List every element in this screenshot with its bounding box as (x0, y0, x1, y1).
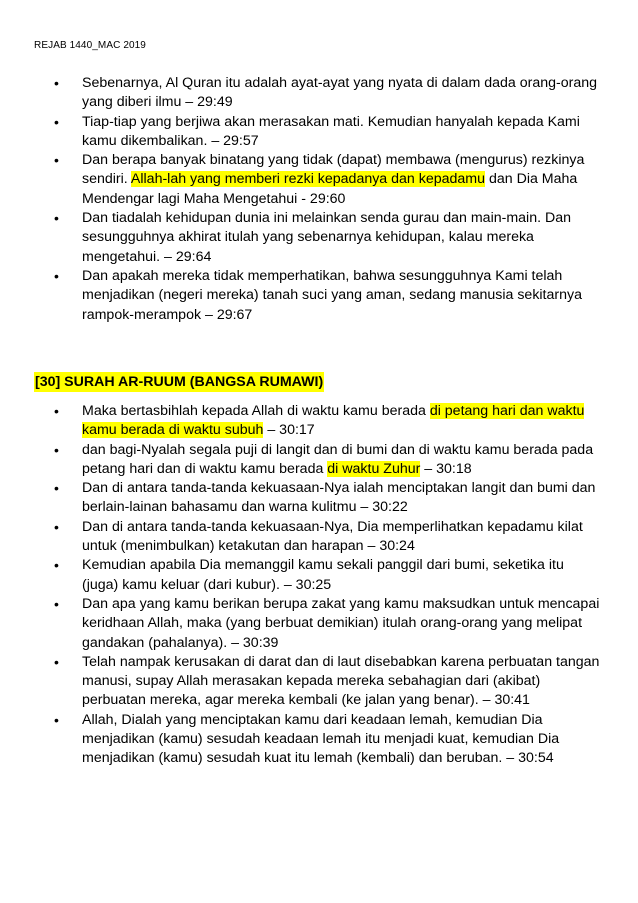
highlighted-text: Allah-lah yang memberi rezki kepadanya dan kepadamu (130, 171, 486, 188)
verse-text: Allah, Dialah yang menciptakan kamu dari keadaan lemah, kemudian Dia menjadikan (kamu) sesudah keadaan lemah itu menjadi kuat, kemudian Dia menjadikan (kamu) sesudah kuat itu lemah (kembali) dan beruban. – 30:54 (82, 711, 560, 767)
verse-list-surah-29 (54, 74, 602, 325)
verse-item (54, 556, 602, 595)
section-title: [30] SURAH AR-RUUM (BANGSA RUMAWI) (35, 374, 324, 390)
verse-text: – 30:18 (420, 460, 472, 477)
highlighted-text: di waktu Zuhur (327, 460, 421, 477)
verse-text: dan bagi-Nyalah segala puji di langit dan di bumi dan di waktu kamu berada pada petang hari dan di waktu kamu berada (82, 441, 594, 477)
verse-text: Dan apa yang kamu berikan berupa zakat yang kamu maksudkan untuk mencapai keridhaan Allah, maka (yang berbuat demikian) itulah orang-orang yang melipat gandakan (pahalanya). – 30:39 (82, 595, 600, 651)
verse-item (54, 151, 602, 209)
verse-item (54, 113, 602, 152)
verse-item (54, 441, 602, 480)
verse-item (54, 711, 602, 769)
verse-text: Dan berapa banyak binatang yang tidak (dapat) membawa (mengurus) rezkinya sendiri. (82, 152, 585, 188)
verse-item (54, 518, 602, 557)
verse-text: Dan apakah mereka tidak memperhatikan, bahwa sesungguhnya Kami telah menjadikan (negeri mereka) tanah suci yang aman, sedang manusia sekitarnya rampok-merampok – 29:67 (82, 267, 582, 323)
verse-text: Dan di antara tanda-tanda kekuasaan-Nya ialah menciptakan langit dan bumi dan berlain-lainan bahasamu dan warna kulitmu – 30:22 (82, 480, 596, 516)
verse-item (54, 267, 602, 325)
verse-text: Tiap-tiap yang berjiwa akan merasakan mati. Kemudian hanyalah kepada Kami kamu dikembalikan. – 29:57 (82, 113, 580, 149)
highlighted-text: di petang hari dan waktu kamu berada di waktu subuh (82, 403, 585, 439)
verse-text: Dan di antara tanda-tanda kekuasaan-Nya, Dia memperlihatkan kepadamu kilat untuk (menimbulkan) ketakutan dan harapan – 30:24 (82, 518, 583, 555)
verse-text: Telah nampak kerusakan di darat dan di laut disebabkan karena perbuatan tangan manusi, supay Allah merasakan kepada mereka sebahagian dari (akibat) perbuatan mereka, agar mereka kembali (ke jalan yang benar). – 30:41 (82, 653, 600, 709)
verse-item (54, 479, 602, 518)
verse-item (54, 209, 602, 267)
verse-list-surah-30 (54, 402, 602, 769)
verse-text: dan Dia Maha Mendengar lagi Maha Mengetahui - 29:60 (82, 171, 578, 207)
verse-text: Kemudian apabila Dia memanggil kamu sekali panggil dari bumi, seketika itu (juga) kamu keluar (dari kubur). – 30:25 (82, 557, 564, 593)
verse-text: Maka bertasbihlah kepada Allah di waktu kamu berada (82, 403, 430, 419)
verse-item (54, 74, 602, 113)
verse-item (54, 595, 602, 653)
verse-text: Dan tiadalah kehidupan dunia ini melainkan senda gurau dan main-main. Dan sesungguhnya akhirat itulah yang sebenarnya kehidupan, kalau mereka mengetahui. – 29:64 (82, 210, 572, 265)
verse-item (54, 402, 602, 441)
verse-text: Sebenarnya, Al Quran itu adalah ayat-ayat yang nyata di dalam dada orang-orang yang diberi ilmu – 29:49 (82, 75, 598, 111)
page-header: REJAB 1440_MAC 2019 (34, 40, 146, 51)
verse-item (54, 653, 602, 711)
verse-text: – 30:17 (263, 422, 315, 439)
